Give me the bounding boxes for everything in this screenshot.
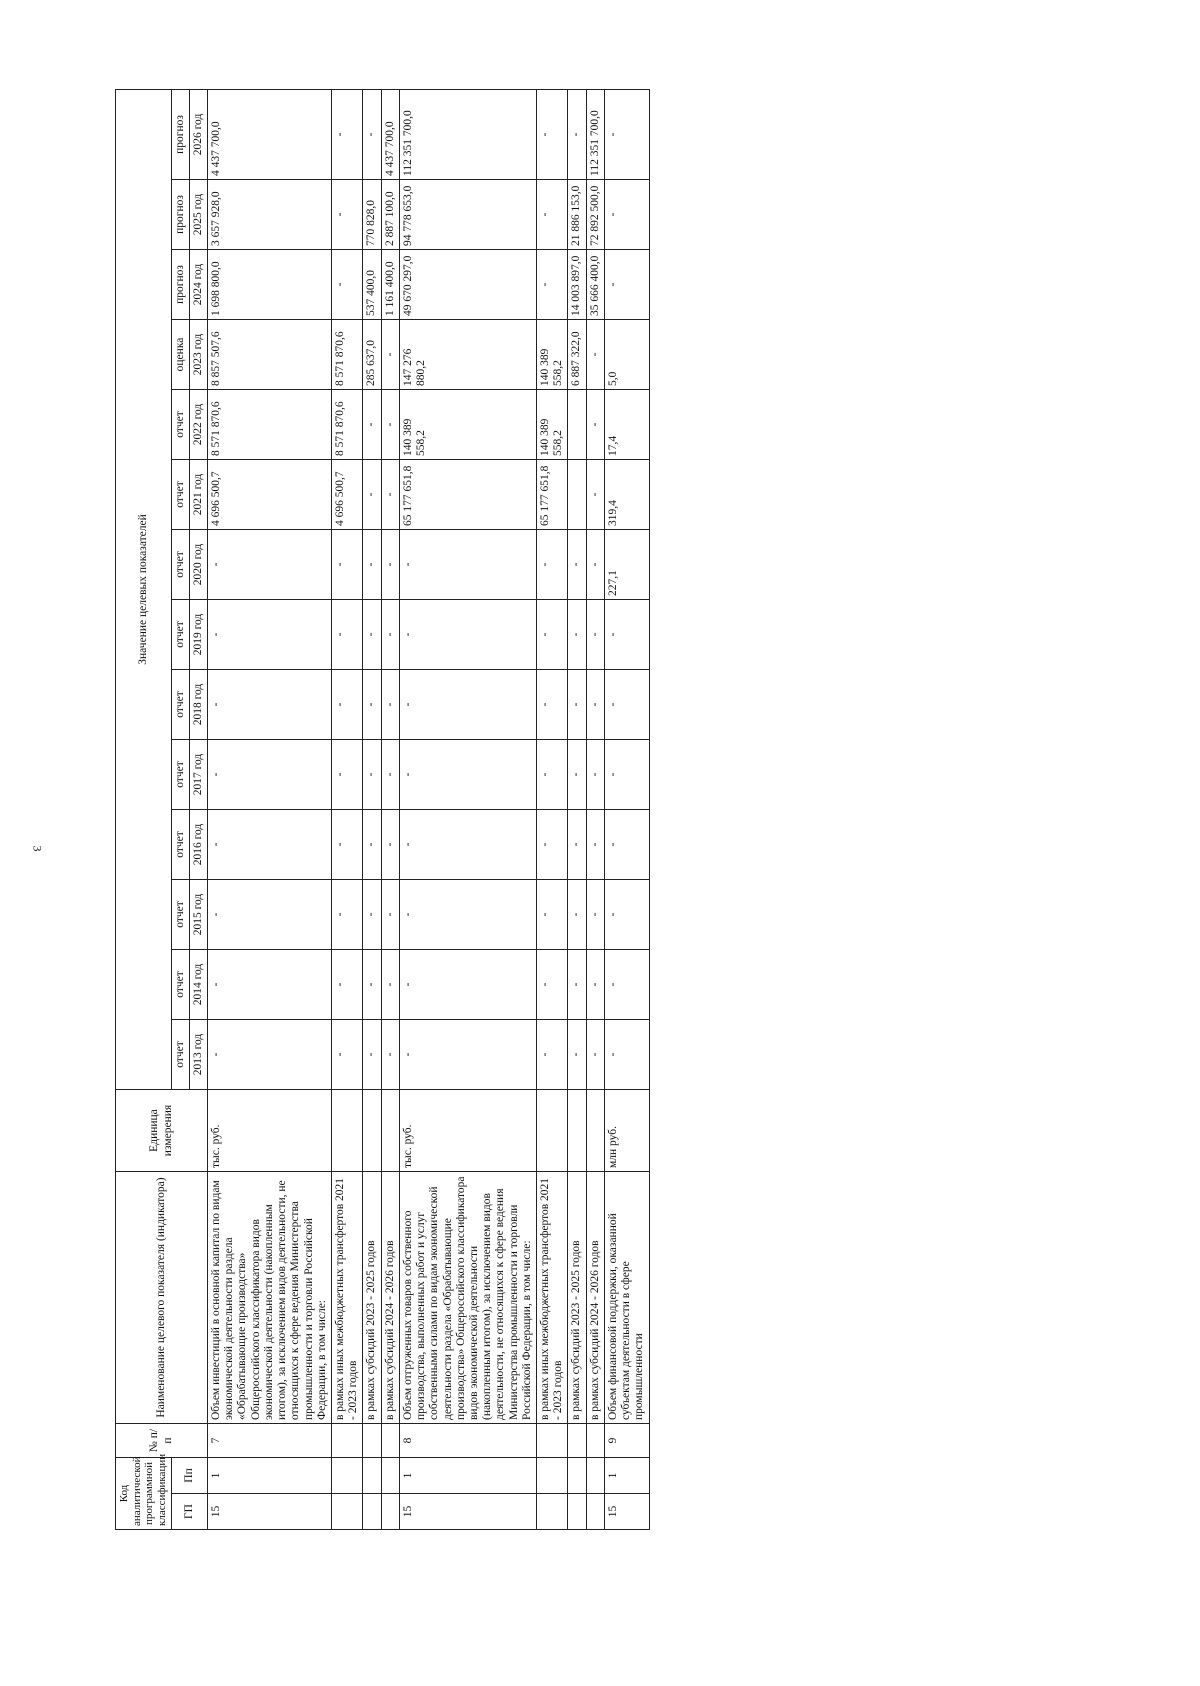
value-cell: 65 177 651,8 (537, 460, 568, 530)
value-cell: - (331, 89, 362, 179)
value-cell: - (399, 670, 536, 740)
value-cell: - (568, 600, 586, 670)
value-cell: - (331, 950, 362, 1020)
value-kind-header: отчет (171, 740, 189, 810)
value-cell: - (586, 460, 604, 530)
value-cell: - (208, 600, 332, 670)
value-cell: 1 161 400,0 (381, 250, 399, 320)
value-cell: - (604, 250, 649, 320)
unit-cell (331, 1090, 362, 1172)
value-cell: - (208, 880, 332, 950)
value-cell: - (381, 600, 399, 670)
num-cell: 9 (604, 1424, 649, 1458)
value-cell: - (208, 950, 332, 1020)
value-cell: 770 828,0 (363, 180, 381, 250)
num-cell (537, 1424, 568, 1458)
value-kind-header: отчет (171, 530, 189, 600)
value-kind-header: отчет (171, 460, 189, 530)
pp-cell: 1 (604, 1458, 649, 1494)
pp-cell (381, 1458, 399, 1494)
num-cell: 8 (399, 1424, 536, 1458)
value-kind-header: отчет (171, 880, 189, 950)
name-header: Наименование целевого показателя (индикатора) (116, 1172, 208, 1424)
year-header: 2024 год (189, 250, 207, 320)
value-cell: - (399, 530, 536, 600)
table-row (568, 89, 586, 1529)
num-cell: 7 (208, 1424, 332, 1458)
table-row (363, 89, 381, 1529)
value-cell: - (586, 320, 604, 390)
value-cell: 2 887 100,0 (381, 180, 399, 250)
value-cell: - (537, 600, 568, 670)
value-cell (568, 460, 586, 530)
value-cell: - (568, 950, 586, 1020)
value-cell: - (586, 1020, 604, 1090)
value-kind-header: отчет (171, 670, 189, 740)
value-kind-header: отчет (171, 600, 189, 670)
num-cell (331, 1424, 362, 1458)
value-cell: - (568, 880, 586, 950)
table-row (604, 89, 649, 1529)
table-row (208, 89, 332, 1529)
value-cell: - (399, 810, 536, 880)
value-cell: - (604, 740, 649, 810)
value-cell: 140 389 558,2 (537, 390, 568, 460)
year-header: 2021 год (189, 460, 207, 530)
value-cell: - (604, 810, 649, 880)
year-header: 2014 год (189, 950, 207, 1020)
value-cell: - (208, 810, 332, 880)
value-cell: - (363, 89, 381, 179)
value-cell: 8 571 870,6 (331, 390, 362, 460)
value-cell: 94 778 653,0 (399, 180, 536, 250)
value-cell: - (537, 810, 568, 880)
value-cell: - (537, 250, 568, 320)
value-cell: - (381, 1020, 399, 1090)
value-cell: 319,4 (604, 460, 649, 530)
value-cell: 35 666 400,0 (586, 250, 604, 320)
year-header: 2022 год (189, 390, 207, 460)
value-cell: - (363, 670, 381, 740)
value-cell: - (208, 670, 332, 740)
value-cell: - (331, 670, 362, 740)
year-header: 2023 год (189, 320, 207, 390)
gp-cell (381, 1494, 399, 1530)
value-kind-header: прогноз (171, 250, 189, 320)
value-cell: - (381, 950, 399, 1020)
value-cell: - (537, 880, 568, 950)
value-cell: - (537, 740, 568, 810)
unit-cell (537, 1090, 568, 1172)
value-cell: 4 696 500,7 (331, 460, 362, 530)
value-cell: - (604, 670, 649, 740)
year-header: 2013 год (189, 1020, 207, 1090)
value-kind-header: отчет (171, 390, 189, 460)
value-cell: - (586, 810, 604, 880)
table-row (537, 89, 568, 1529)
value-kind-header: прогноз (171, 180, 189, 250)
pp-cell (568, 1458, 586, 1494)
unit-cell: тыс. руб. (208, 1090, 332, 1172)
value-cell: - (363, 390, 381, 460)
value-cell: - (537, 89, 568, 179)
value-cell: - (586, 950, 604, 1020)
value-cell: - (604, 600, 649, 670)
value-cell: - (331, 530, 362, 600)
value-cell: - (208, 530, 332, 600)
pp-cell (537, 1458, 568, 1494)
table-row (586, 89, 604, 1529)
value-cell (568, 390, 586, 460)
gp-cell (586, 1494, 604, 1530)
indicator-name-cell: в рамках иных межбюджетных трансфертов 2021 - 2023 годов (537, 1172, 568, 1424)
value-cell: 14 003 897,0 (568, 250, 586, 320)
value-cell: - (331, 180, 362, 250)
values-group-header: Значение целевых показателей (116, 89, 172, 1089)
value-cell: 8 571 870,6 (331, 320, 362, 390)
rotated-table-stage (115, 90, 1070, 1530)
indicator-name-cell: Объем финансовой поддержки, оказанной субъектам деятельности в сфере промышленности (604, 1172, 649, 1424)
page-number: 3 (30, 845, 45, 852)
value-cell: - (568, 1020, 586, 1090)
year-header: 2026 год (189, 89, 207, 179)
pp-cell: 1 (208, 1458, 332, 1494)
gp-header: ГП (171, 1494, 207, 1530)
value-cell: - (586, 880, 604, 950)
value-cell: - (381, 810, 399, 880)
value-cell: - (331, 880, 362, 950)
unit-cell (381, 1090, 399, 1172)
value-cell: - (381, 880, 399, 950)
value-cell: 3 657 928,0 (208, 180, 332, 250)
num-header: № п/п (116, 1424, 208, 1458)
value-cell: 49 670 297,0 (399, 250, 536, 320)
value-cell: - (568, 530, 586, 600)
indicator-name-cell: Объем отгруженных товаров собственного производства, выполненных работ и услуг собственными силами по видам экономической деятельности раздела «Обрабатывающие производства» Общероссийского классификатора видов экономической деятельности (накопленным итогом), за исключением видов деятельности, не относящихся к сфере ведения Министерства промышленности и торговли Российской Федерации, в том числе: (399, 1172, 536, 1424)
value-kind-header: отчет (171, 810, 189, 880)
value-cell: - (586, 600, 604, 670)
table-row (381, 89, 399, 1529)
header-row-1 (116, 89, 172, 1529)
value-cell: - (363, 530, 381, 600)
value-cell: - (568, 810, 586, 880)
value-cell: 227,1 (604, 530, 649, 600)
value-cell: - (381, 320, 399, 390)
value-cell: - (537, 670, 568, 740)
value-cell: 112 351 700,0 (399, 89, 536, 179)
pp-cell (363, 1458, 381, 1494)
value-cell: - (331, 1020, 362, 1090)
value-cell: - (537, 530, 568, 600)
num-cell (381, 1424, 399, 1458)
value-cell: - (331, 600, 362, 670)
value-cell: - (568, 89, 586, 179)
table-body (208, 89, 650, 1529)
value-cell: 1 698 800,0 (208, 250, 332, 320)
value-cell: - (381, 740, 399, 810)
value-cell: - (381, 390, 399, 460)
value-cell: 140 389 558,2 (537, 320, 568, 390)
value-cell: 8 571 870,6 (208, 390, 332, 460)
value-cell: - (399, 1020, 536, 1090)
table-row (399, 89, 536, 1529)
value-cell: 21 886 153,0 (568, 180, 586, 250)
value-cell: - (381, 460, 399, 530)
value-cell: 5,0 (604, 320, 649, 390)
value-cell: 72 892 500,0 (586, 180, 604, 250)
value-cell: - (208, 740, 332, 810)
value-cell: 17,4 (604, 390, 649, 460)
value-cell: - (586, 740, 604, 810)
value-kind-header: прогноз (171, 89, 189, 179)
unit-cell (568, 1090, 586, 1172)
value-cell: - (331, 810, 362, 880)
num-cell (586, 1424, 604, 1458)
value-cell: - (537, 950, 568, 1020)
gp-cell (568, 1494, 586, 1530)
value-cell: - (537, 1020, 568, 1090)
value-kind-header: отчет (171, 1020, 189, 1090)
value-cell: - (604, 1020, 649, 1090)
value-cell: 140 389 558,2 (399, 390, 536, 460)
value-kind-header: оценка (171, 320, 189, 390)
indicator-name-cell: в рамках субсидий 2023 - 2025 годов (363, 1172, 381, 1424)
unit-header: Единица измерения (116, 1090, 208, 1172)
value-cell: - (537, 180, 568, 250)
value-cell: - (363, 600, 381, 670)
gp-cell: 15 (208, 1494, 332, 1530)
indicator-name-cell: Объем инвестиций в основной капитал по видам экономической деятельности раздела «Обрабатывающие производства» Общероссийского классификатора видов экономической деятельности (накопленным итогом), за исключением видов деятельности, не относящихся к сфере ведения Министерства промышленности и торговли Российской Федерации, в том числе: (208, 1172, 332, 1424)
indicator-name-cell: в рамках субсидий 2023 - 2025 годов (568, 1172, 586, 1424)
unit-cell (586, 1090, 604, 1172)
value-cell: - (604, 950, 649, 1020)
value-cell: 147 276 880,2 (399, 320, 536, 390)
pp-header: Пп (171, 1458, 207, 1494)
value-cell: 537 400,0 (363, 250, 381, 320)
gp-cell: 15 (399, 1494, 536, 1530)
indicators-table (115, 89, 650, 1530)
year-header: 2017 год (189, 740, 207, 810)
value-cell: - (381, 530, 399, 600)
value-cell: - (568, 740, 586, 810)
value-cell: 6 887 322,0 (568, 320, 586, 390)
unit-cell: тыс. руб. (399, 1090, 536, 1172)
unit-cell (363, 1090, 381, 1172)
value-cell: - (208, 1020, 332, 1090)
table-row (331, 89, 362, 1529)
value-cell: - (586, 670, 604, 740)
value-cell: - (381, 670, 399, 740)
value-cell: - (363, 740, 381, 810)
num-cell (363, 1424, 381, 1458)
indicator-name-cell: в рамках иных межбюджетных трансфертов 2021 - 2023 годов (331, 1172, 362, 1424)
value-cell: - (363, 460, 381, 530)
year-header: 2018 год (189, 670, 207, 740)
value-cell: - (604, 880, 649, 950)
year-header: 2015 год (189, 880, 207, 950)
value-cell: 65 177 651,8 (399, 460, 536, 530)
gp-cell: 15 (604, 1494, 649, 1530)
value-cell: - (399, 880, 536, 950)
value-cell: - (363, 810, 381, 880)
value-cell: - (399, 950, 536, 1020)
value-cell: 4 437 700,0 (381, 89, 399, 179)
year-header: 2016 год (189, 810, 207, 880)
year-header: 2025 год (189, 180, 207, 250)
gp-cell (363, 1494, 381, 1530)
value-cell: - (363, 1020, 381, 1090)
value-cell: - (586, 390, 604, 460)
value-cell: - (363, 950, 381, 1020)
value-cell: 8 857 507,6 (208, 320, 332, 390)
value-cell: - (399, 600, 536, 670)
value-cell: - (604, 89, 649, 179)
value-cell: 4 696 500,7 (208, 460, 332, 530)
unit-cell: млн руб. (604, 1090, 649, 1172)
value-cell: - (331, 250, 362, 320)
value-cell: - (604, 180, 649, 250)
pp-cell (586, 1458, 604, 1494)
value-cell: - (399, 740, 536, 810)
code-group-header: Код аналитической программной классификации (116, 1458, 172, 1530)
gp-cell (537, 1494, 568, 1530)
value-cell: - (331, 740, 362, 810)
value-kind-header: отчет (171, 950, 189, 1020)
num-cell (568, 1424, 586, 1458)
year-header: 2020 год (189, 530, 207, 600)
value-cell: 285 637,0 (363, 320, 381, 390)
value-cell: - (363, 880, 381, 950)
value-cell: 4 437 700,0 (208, 89, 332, 179)
indicator-name-cell: в рамках субсидий 2024 - 2026 годов (586, 1172, 604, 1424)
pp-cell (331, 1458, 362, 1494)
gp-cell (331, 1494, 362, 1530)
value-cell: 112 351 700,0 (586, 89, 604, 179)
indicator-name-cell: в рамках субсидий 2024 - 2026 годов (381, 1172, 399, 1424)
year-header: 2019 год (189, 600, 207, 670)
value-cell: - (568, 670, 586, 740)
pp-cell: 1 (399, 1458, 536, 1494)
value-cell: - (586, 530, 604, 600)
